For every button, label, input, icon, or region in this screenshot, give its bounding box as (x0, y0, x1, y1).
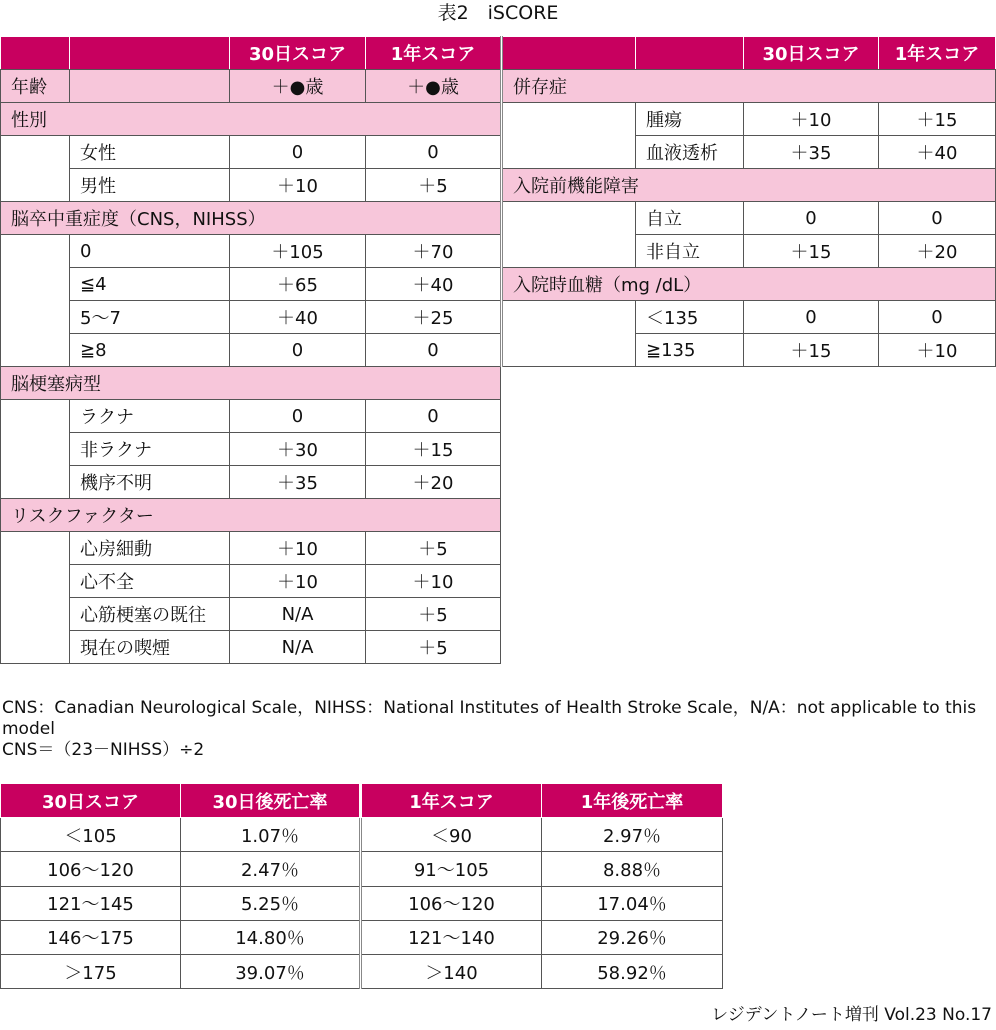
score-1year: ＋10 (879, 334, 996, 367)
section-row (502, 70, 996, 103)
score-30day: 0 (744, 301, 879, 334)
score-1year: ＋15 (879, 103, 996, 136)
header-1year: 1年スコア (366, 37, 501, 70)
header-row (1, 784, 723, 818)
score-table-right (500, 36, 996, 367)
score-1year: ＋40 (366, 268, 501, 301)
indent-cell (1, 400, 70, 499)
item-label: 現在の喫煙 (70, 631, 230, 664)
table-row (1, 565, 501, 598)
score-30day: ＋65 (230, 268, 366, 301)
score-1year: ＋5 (366, 532, 501, 565)
section-row (1, 202, 501, 235)
item-label: 心房細動 (70, 532, 230, 565)
score-30day: ＋10 (230, 565, 366, 598)
mortality-cell: 17.04％ (542, 886, 723, 920)
header-blank (1, 37, 70, 70)
mortality-cell: 8.88％ (542, 852, 723, 886)
indent-cell (1, 532, 70, 664)
score-1year: 0 (366, 400, 501, 433)
mortality-cell: 106〜120 (361, 886, 542, 920)
item-label: 5〜7 (70, 301, 230, 334)
section-row (1, 367, 501, 400)
item-label: 0 (70, 235, 230, 268)
score-1year: ＋5 (366, 169, 501, 202)
score-1year: ＋●歳 (366, 70, 501, 103)
score-30day: ＋15 (744, 334, 879, 367)
score-1year: ＋5 (366, 598, 501, 631)
mortality-header: 1年スコア (361, 784, 542, 818)
score-1year: ＋40 (879, 136, 996, 169)
item-label: 腫瘍 (636, 103, 744, 136)
indent-cell (1, 235, 70, 367)
table-row (1, 920, 723, 954)
score-30day: ＋30 (230, 433, 366, 466)
table-row (1, 400, 501, 433)
mortality-cell: 146〜175 (1, 920, 181, 954)
table-row (1, 301, 501, 334)
score-30day: ＋15 (744, 235, 879, 268)
indent-cell (502, 202, 636, 268)
mortality-cell: 5.25％ (181, 886, 361, 920)
table-row (1, 598, 501, 631)
mortality-cell: 39.07％ (181, 954, 361, 988)
table-row (502, 202, 996, 235)
table-row (1, 466, 501, 499)
score-30day: 0 (230, 136, 366, 169)
table-row (1, 631, 501, 664)
mortality-cell: 121〜140 (361, 920, 542, 954)
score-30day: N/A (230, 631, 366, 664)
section-label: 性別 (1, 103, 501, 136)
section-label: 脳梗塞病型 (1, 367, 501, 400)
score-30day: ＋●歳 (230, 70, 366, 103)
score-30day: ＋35 (744, 136, 879, 169)
section-row (1, 103, 501, 136)
mortality-cell: 14.80％ (181, 920, 361, 954)
mortality-cell: ＞175 (1, 954, 181, 988)
score-30day: ＋10 (744, 103, 879, 136)
score-30day: 0 (744, 202, 879, 235)
mortality-header: 1年後死亡率 (542, 784, 723, 818)
score-1year: ＋25 (366, 301, 501, 334)
section-row (1, 499, 501, 532)
section-row (502, 169, 996, 202)
item-label: 心筋梗塞の既往 (70, 598, 230, 631)
table-row (1, 886, 723, 920)
mortality-cell: ＞140 (361, 954, 542, 988)
item-label: ラクナ (70, 400, 230, 433)
section-label: 脳卒中重症度（CNS，NIHSS） (1, 202, 501, 235)
section-label: 年齢 (1, 70, 70, 103)
score-1year: 0 (366, 334, 501, 367)
table-title: 表2 iSCORE (437, 2, 559, 24)
item-label: 心不全 (70, 565, 230, 598)
table-row (1, 136, 501, 169)
item-label: 機序不明 (70, 466, 230, 499)
score-30day: ＋10 (230, 532, 366, 565)
mortality-header: 30日スコア (1, 784, 181, 818)
header-row (1, 37, 501, 70)
item-label: ＜135 (636, 301, 744, 334)
table-row (502, 301, 996, 334)
score-30day: ＋105 (230, 235, 366, 268)
item-label: 男性 (70, 169, 230, 202)
score-30day: 0 (230, 400, 366, 433)
score-1year: ＋70 (366, 235, 501, 268)
table-row (1, 852, 723, 886)
section-row (1, 70, 501, 103)
section-label: 併存症 (502, 70, 996, 103)
header-30day: 30日スコア (230, 37, 366, 70)
section-label: リスクファクター (1, 499, 501, 532)
score-30day: 0 (230, 334, 366, 367)
score-1year: 0 (879, 301, 996, 334)
table-row (502, 103, 996, 136)
indent-cell (1, 136, 70, 202)
mortality-header: 30日後死亡率 (181, 784, 361, 818)
item-label: 女性 (70, 136, 230, 169)
mortality-table (0, 783, 723, 989)
header-blank (502, 37, 636, 70)
table-row (1, 433, 501, 466)
table-notes (2, 698, 994, 761)
score-30day: ＋10 (230, 169, 366, 202)
score-1year: ＋5 (366, 631, 501, 664)
section-row (502, 268, 996, 301)
header-row (502, 37, 996, 70)
mortality-cell: 121〜145 (1, 886, 181, 920)
section-label: 入院時血糖（mg /dL） (502, 268, 996, 301)
table-row (1, 818, 723, 852)
score-1year: ＋20 (366, 466, 501, 499)
mortality-cell: ＜90 (361, 818, 542, 852)
mortality-cell: 2.47％ (181, 852, 361, 886)
table-row (1, 334, 501, 367)
header-blank (70, 37, 230, 70)
publication-footer: レジデントノート増刊 Vol.23 No.17 (711, 1005, 992, 1025)
table-row (1, 532, 501, 565)
section-blank (70, 70, 230, 103)
score-table-left (0, 36, 501, 664)
score-30day: N/A (230, 598, 366, 631)
item-label: 血液透析 (636, 136, 744, 169)
indent-cell (502, 103, 636, 169)
score-1year: ＋20 (879, 235, 996, 268)
score-30day: ＋35 (230, 466, 366, 499)
header-30day: 30日スコア (744, 37, 879, 70)
header-blank (636, 37, 744, 70)
item-label: 自立 (636, 202, 744, 235)
section-label: 入院前機能障害 (502, 169, 996, 202)
table-row (1, 235, 501, 268)
score-30day: ＋40 (230, 301, 366, 334)
table-row (1, 268, 501, 301)
mortality-cell: 58.92％ (542, 954, 723, 988)
item-label: ≧135 (636, 334, 744, 367)
note-formula: CNS＝（23－NIHSS）÷2 (2, 740, 205, 760)
item-label: ≧8 (70, 334, 230, 367)
table-row (1, 954, 723, 988)
mortality-cell: 106〜120 (1, 852, 181, 886)
mortality-cell: ＜105 (1, 818, 181, 852)
score-1year: ＋15 (366, 433, 501, 466)
mortality-cell: 2.97％ (542, 818, 723, 852)
note-abbreviations: CNS：Canadian Neurological Scale，NIHSS：National Institutes of Health Stroke Scale，N/A：not applicable to this model (2, 698, 977, 739)
score-1year: 0 (879, 202, 996, 235)
item-label: 非ラクナ (70, 433, 230, 466)
score-1year: ＋10 (366, 565, 501, 598)
mortality-cell: 1.07％ (181, 818, 361, 852)
header-1year: 1年スコア (879, 37, 996, 70)
table-row (1, 169, 501, 202)
item-label: 非自立 (636, 235, 744, 268)
score-1year: 0 (366, 136, 501, 169)
item-label: ≦4 (70, 268, 230, 301)
mortality-cell: 29.26％ (542, 920, 723, 954)
mortality-cell: 91〜105 (361, 852, 542, 886)
indent-cell (502, 301, 636, 367)
